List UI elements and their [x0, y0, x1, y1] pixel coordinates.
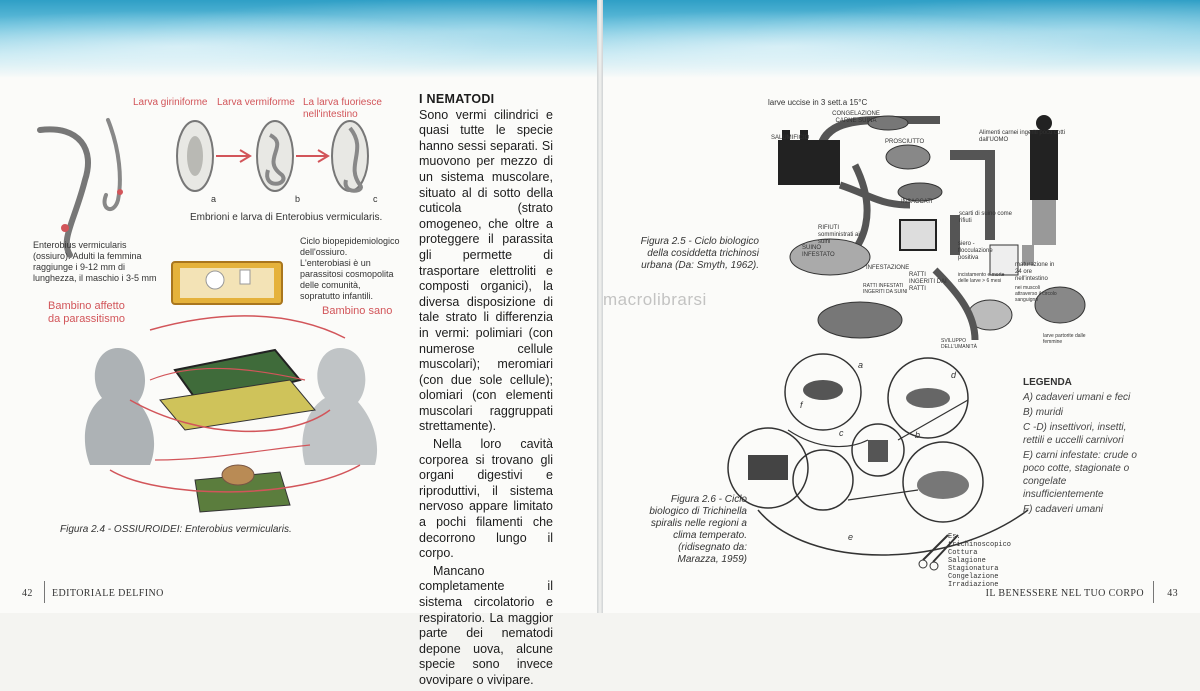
ham-icon [886, 145, 930, 169]
pot-icon [900, 220, 936, 250]
left-page-number: 42 [22, 588, 33, 599]
fig25-congelazione: CONGELAZIONE CARNE SUINA [832, 111, 880, 124]
legend [1023, 376, 1143, 516]
fig25-salumificio: SALUMIFICIO [771, 135, 810, 141]
figure-2-5-caption: Figura 2.5 - Ciclo biologico della cosiddetta trichinosi urbana (Da: Smyth, 1962). [640, 236, 759, 271]
fig25-ratti-infestati: RATTI INFESTATI INGERITI DA SUINI [863, 283, 908, 295]
stage-a-label: a [211, 194, 217, 204]
legend-item-b: B) muridi [1023, 407, 1064, 418]
male-worm [105, 120, 120, 209]
fig26-letter-e: e [848, 532, 854, 542]
fig25-prosciutto: PROSCIUTTO [885, 139, 925, 145]
fig26-letter-b: b [915, 430, 921, 440]
legend-title: LEGENDA [1023, 377, 1072, 388]
footer-divider [44, 581, 45, 603]
paragraph-3: Mancano completamente il sistema circolatorio e respiratorio. La maggior parte dei nematodi depone uova, alcune specie sono invece ovovipare o vivipare. [419, 563, 553, 687]
footer-divider-right [1153, 581, 1154, 603]
rat-icon [818, 302, 902, 338]
fig25-larve-partorite: larve partorite dalle femmine [1043, 333, 1086, 345]
fig25-insaccati: INSACCATI [901, 199, 933, 205]
fig26-letter-f: f [800, 400, 803, 410]
label-larva-fuoriesce: La larva fuoriesce nell'intestino [303, 97, 382, 120]
fig26-methods: Es. trichinoscopico Cottura Salagione Stagionatura Congelazione Irradiazione [948, 533, 1012, 589]
fig25-top-label: larve uccise in 3 sett.a 15°C [768, 98, 868, 107]
fig26-letter-d: d [951, 370, 957, 380]
right-footer-title: IL BENESSERE NEL TUO CORPO [985, 588, 1144, 599]
paragraph-2: Nella loro cavità corporea si trovano gli organi digestivi e riproduttivi, il sistema nervoso appare limitato a pochi filamenti che decorrono lungo il corpo. [419, 437, 553, 561]
stage-b-label: b [295, 194, 301, 204]
factory-icon [778, 140, 840, 185]
fig26-letter-c: c [839, 428, 844, 438]
label-larva-giriniforme: Larva giriniforme [133, 97, 208, 108]
sky-banner-right [603, 0, 1200, 78]
fig25-maturazione: maturazione in 24 ore nell'intestino [1015, 262, 1055, 282]
healthy-child [302, 348, 377, 465]
right-page [603, 0, 1200, 613]
legend-item-f: F) cadaveri umani [1023, 504, 1104, 515]
legend-item-e: E) carni infestate: crude o poco cotte, stagionate o congelate insufficientemente [1023, 450, 1137, 500]
figure-2-4-caption: Figura 2.4 - OSSIUROIDEI: Enterobius vermicularis. [60, 524, 292, 535]
fig25-scarti: scarti di suino come rifiuti [959, 211, 1013, 224]
bambino-affetto-label: Bambino affetto da parassitismo [48, 300, 126, 325]
enterobius-caption: Enterobius vermicularis (ossiuro). Adulti la femmina raggiunge i 9-12 mm di lunghezza, il maschio i 3-5 mm [33, 240, 157, 283]
fig25-alimenti: Alimenti carnei ingeriti poco cotti dall'UOMO [979, 130, 1066, 143]
left-footer-title: EDITORIALE DELFINO [52, 588, 164, 599]
ossiuro-illustration [0, 80, 400, 600]
label-larva-vermiforme: Larva vermiforme [217, 97, 295, 108]
embrioni-label: Embrioni e larva di Enterobius vermicularis. [190, 212, 383, 223]
fig25-sviluppo: SVILUPPO DELL'UMANITÀ [941, 338, 977, 350]
egg-c [332, 121, 368, 191]
legend-item-cd: C -D) insettivori, insetti, rettili e uccelli carnivori [1023, 422, 1127, 446]
right-page-number: 43 [1167, 588, 1178, 599]
ciclo-caption: Ciclo biopepidemiologico dell'ossiuro. L'enterobiasi è un parassitosi cosmopolita delle comunità, sopratutto infantili. [300, 236, 400, 301]
figure-2-6-caption: Figura 2.6 - Ciclo biologico di Trichinella spiralis nelle regioni a clima temperato. (ridisegnato da: Marazza, 1959) [649, 494, 747, 565]
section-heading: I NEMATODI [419, 92, 495, 106]
nematodi-column [419, 92, 553, 691]
fig25-ratti-ingeriti: RATTI INGERITI DAI RATTI [909, 272, 947, 292]
stage-c-label: c [373, 194, 378, 204]
bambino-sano-label: Bambino sano [322, 305, 393, 317]
fig25-suino: SUINO INFESTATO [802, 245, 835, 258]
circle-e [793, 450, 853, 510]
fig25-rifiuti: RIFIUTI somministrati ai suini [818, 225, 860, 245]
fig25-nei-muscoli: nei muscoli attraverso il circolo sanguigno [1015, 285, 1057, 303]
sky-banner [0, 0, 597, 78]
female-worm [40, 129, 88, 255]
fig25-infestazione: INFESTAZIONE [866, 265, 910, 271]
left-page [0, 0, 597, 687]
paragraph-1: Sono vermi cilindrici e quasi tutte le specie hanno sessi separati. Si muovono per mezzo di un sistema muscolare, situato al di sotto della cuticola (strato omogeneo, che oltre a proteggere il parassita gli permette di trasportare elettroliti e composti organici), la diversa disposizione di tale strato li differenzia in vermi: polimiari (con numerose cellule muscolari); meromiari (con due sole cellule); olomiari (con elementi muscolari raggruppati strettamente). [419, 107, 553, 434]
legend-item-a: A) cadaveri umani e feci [1023, 392, 1131, 403]
fig25-siero: siero - flocculazione positiva [958, 241, 993, 261]
fig25-incistamento: incistamento e morte delle larve > 6 mesi [958, 272, 1005, 284]
watermark: macrolibrarsi [603, 290, 707, 309]
fig26-letter-a: a [858, 360, 864, 370]
